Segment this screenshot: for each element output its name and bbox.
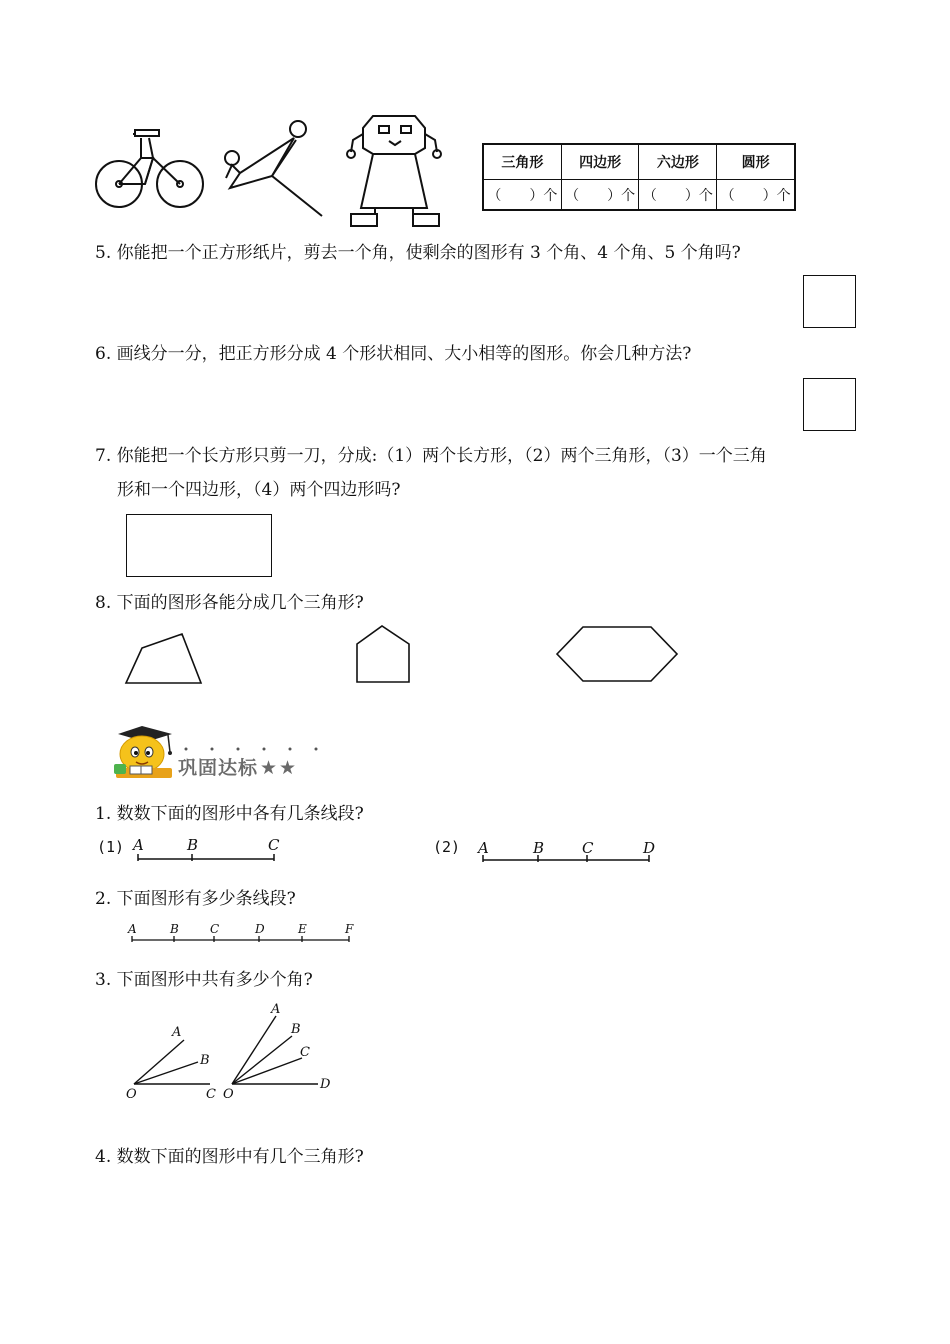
star-rating: ★★: [260, 757, 299, 779]
angle2-label-o: O: [223, 1087, 234, 1102]
header-hexagon: 六边形: [639, 144, 717, 180]
angle1-label-o: O: [126, 1087, 137, 1102]
angle2-label-d: D: [320, 1077, 331, 1092]
q1-part-2-label: (2): [433, 838, 461, 856]
count-hexagon[interactable]: （ ）个: [639, 180, 717, 211]
question-b4: 4. 数数下面的图形中有几个三角形?: [95, 1147, 364, 1167]
segment3-label-d: D: [255, 922, 265, 936]
segment1-label-a: A: [133, 836, 144, 854]
section-banner: [178, 753, 298, 780]
angle-figure-2: [218, 998, 338, 1102]
square-q5: [803, 275, 856, 328]
header-circle: 圆形: [717, 144, 795, 180]
count-triangle[interactable]: （ ）个: [483, 180, 561, 211]
segment3-label-b: B: [170, 922, 179, 936]
bicycle-figure: [95, 128, 207, 212]
shape-count-table: [482, 143, 796, 211]
count-circle[interactable]: （ ）个: [717, 180, 795, 211]
header-triangle: 三角形: [483, 144, 561, 180]
segment1-label-b: B: [187, 836, 199, 854]
segment3-label-c: C: [210, 922, 220, 936]
angle1-label-c: C: [206, 1087, 216, 1102]
angle2-label-b: B: [291, 1022, 301, 1037]
dotted-line-decoration: [180, 746, 330, 752]
mascot-icon: [110, 722, 180, 784]
question-b2: 2. 下面图形有多少条线段?: [95, 889, 296, 909]
segment3-label-f: F: [345, 922, 354, 936]
section-title: 巩固达标: [178, 757, 259, 779]
question-b3: 3. 下面图形中共有多少个角?: [95, 970, 313, 990]
angle2-label-c: C: [300, 1045, 310, 1060]
question-7-line-1: 7. 你能把一个长方形只剪一刀，分成:（1）两个长方形，（2）两个三角形，（3）一个三角: [95, 446, 767, 466]
hexagon-figure: [553, 623, 683, 685]
question-5: 5. 你能把一个正方形纸片，剪去一个角，使剩余的图形有 3 个角、4 个角、5 个角吗?: [95, 243, 741, 263]
segment2-label-a: A: [478, 839, 489, 857]
square-q6: [803, 378, 856, 431]
question-7-line-2: 形和一个四边形，（4）两个四边形吗?: [117, 480, 401, 500]
segment-figure-2: [475, 836, 665, 868]
count-quadrilateral[interactable]: （ ）个: [561, 180, 639, 211]
segment1-label-c: C: [268, 836, 280, 854]
quadrilateral-figure: [120, 628, 210, 688]
robot-figure: [345, 114, 447, 228]
segment3-label-e: E: [298, 922, 307, 936]
stick-figure: [218, 118, 328, 222]
q1-part-1-label: (1): [97, 838, 125, 856]
angle2-label-a: A: [271, 1002, 281, 1017]
segment3-label-a: A: [128, 922, 137, 936]
header-quadrilateral: 四边形: [561, 144, 639, 180]
angle1-label-b: B: [200, 1053, 210, 1068]
question-b1: 1. 数数下面的图形中各有几条线段?: [95, 804, 364, 824]
pentagon-figure: [352, 622, 414, 686]
angle-figure-1: [120, 1018, 225, 1102]
question-6: 6. 画线分一分，把正方形分成 4 个形状相同、大小相等的图形。你会几种方法?: [95, 344, 692, 364]
segment-figure-1: [128, 833, 288, 865]
angle1-label-a: A: [172, 1025, 182, 1040]
rectangle-q7: [126, 514, 272, 577]
segment2-label-d: D: [643, 839, 656, 857]
segment-figure-3: [125, 920, 360, 946]
question-8: 8. 下面的图形各能分成几个三角形?: [95, 593, 364, 613]
segment2-label-b: B: [533, 839, 545, 857]
segment2-label-c: C: [582, 839, 594, 857]
